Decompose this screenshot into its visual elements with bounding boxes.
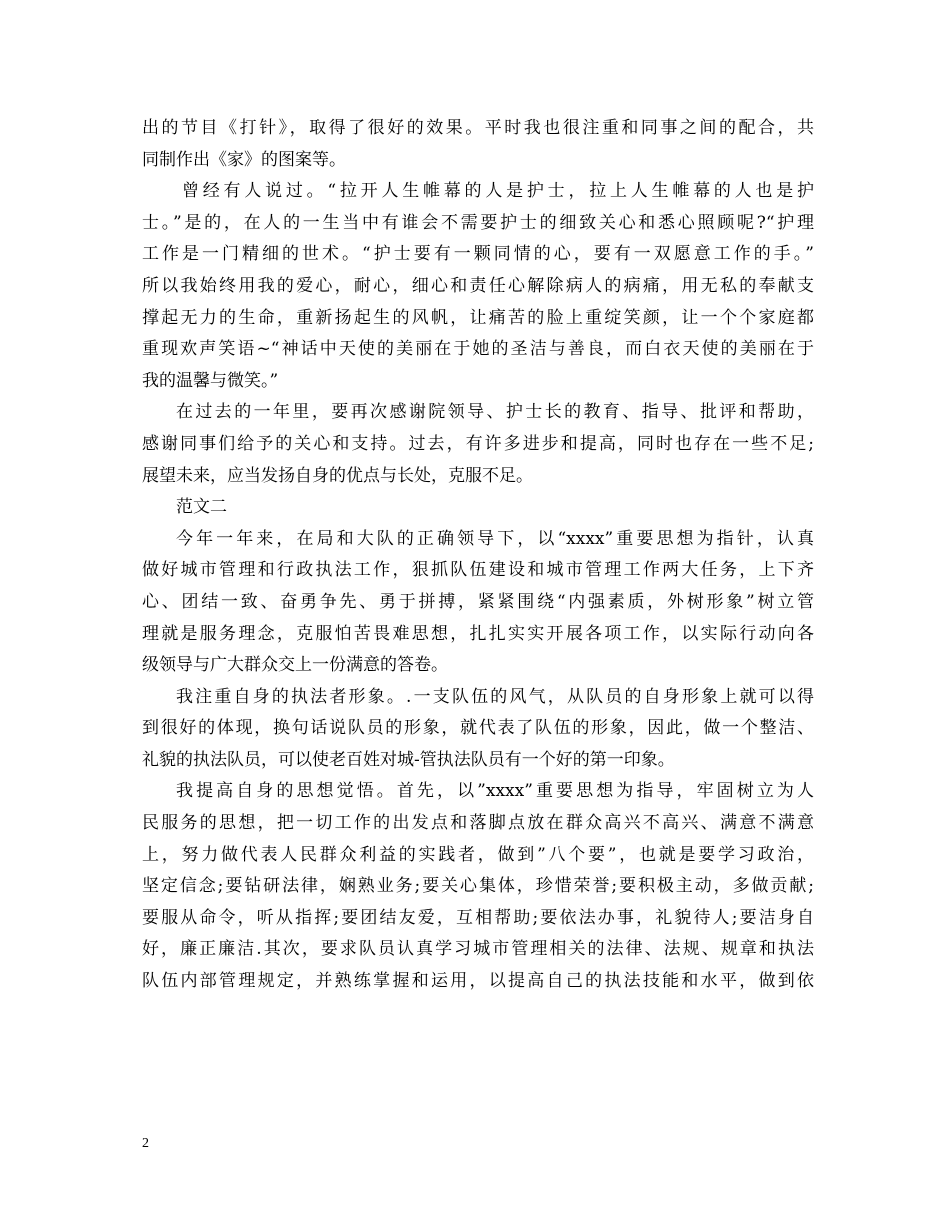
paragraph-continuation bbox=[142, 113, 814, 176]
paragraph-image bbox=[142, 682, 814, 777]
text-line: 撑起无力的生命，重新扬起生的风帆，让痛苦的脸上重绽笑颜，让一个个家庭都 bbox=[142, 307, 814, 328]
text-line: 在过去的一年里，要再次感谢院领导、护士长的教育、指导、批评和帮助， bbox=[176, 402, 814, 423]
text-line: 我的温馨与微笑。” bbox=[142, 370, 279, 391]
section-heading bbox=[142, 492, 814, 524]
text-line: 理就是服务理念，克服怕苦畏难思想，扎扎实实开展各项工作，以实际行动向各 bbox=[142, 623, 814, 644]
paragraph-awareness bbox=[142, 776, 814, 997]
text-line: 我提高自身的思想觉悟。首先，以”xxxx”重要思想为指导，牢固树立为人 bbox=[176, 781, 814, 802]
text-line: 心、团结一致、奋勇争先、勇于拼搏，紧紧围绕“内强素质，外树形象”树立管 bbox=[142, 591, 814, 612]
text-line: 展望未来，应当发扬自身的优点与长处，克服不足。 bbox=[142, 465, 533, 486]
text-line: 到很好的体现，换句话说队员的形象，就代表了队伍的形象，因此，做一个整洁、 bbox=[142, 718, 814, 739]
paragraph-year-summary bbox=[142, 524, 814, 682]
text-line: 级领导与广大群众交上一份满意的答卷。 bbox=[142, 655, 448, 676]
paragraph-thanks bbox=[142, 397, 814, 492]
text-line: 工作是一门精细的世术。“护士要有一颗同情的心，要有一双愿意工作的手。” bbox=[142, 244, 814, 265]
text-line: 士。”是的，在人的一生当中有谁会不需要护士的细致关心和悉心照顾呢?“护理 bbox=[142, 212, 814, 233]
text-line: 重现欢声笑语~“神话中天使的美丽在于她的圣洁与善良，而白衣天使的美丽在于 bbox=[142, 339, 814, 360]
text-line: 所以我始终用我的爱心，耐心，细心和责任心解除病人的病痛，用无私的奉献支 bbox=[142, 275, 814, 296]
text-line: 上，努力做代表人民群众利益的实践者，做到”八个要”，也就是要学习政治， bbox=[142, 844, 814, 865]
text-line: 要服从命令，听从指挥;要团结友爱，互相帮助;要依法办事，礼貌待人;要洁身自 bbox=[142, 907, 814, 928]
text-line: 今年一年来，在局和大队的正确领导下，以“xxxx”重要思想为指针，认真 bbox=[176, 528, 814, 549]
text-line: 坚定信念;要钻研法律，娴熟业务;要关心集体，珍惜荣誉;要积极主动，多做贡献; bbox=[142, 876, 814, 897]
text-line: 出的节目《打针》，取得了很好的效果。平时我也很注重和同事之间的配合，共 bbox=[142, 118, 814, 138]
paragraph-nurse-quote bbox=[142, 176, 814, 397]
text-line: 我注重自身的执法者形象。.一支队伍的风气，从队员的自身形象上就可以得 bbox=[176, 686, 814, 707]
text-line: 感谢同事们给予的关心和支持。过去，有许多进步和提高，同时也存在一些不足; bbox=[142, 433, 814, 454]
text-line: 同制作出《家》的图案等。 bbox=[142, 149, 346, 170]
text-line: 礼貌的执法队员，可以使老百姓对城-管执法队员有一个好的第一印象。 bbox=[142, 749, 675, 770]
text-line: 做好城市管理和行政执法工作，狠抓队伍建设和城市管理工作两大任务，上下齐 bbox=[142, 560, 814, 581]
text-line: 队伍内部管理规定，并熟练掌握和运用，以提高自己的执法技能和水平，做到依 bbox=[142, 971, 814, 992]
text-line: 曾经有人说过。“拉开人生帷幕的人是护士，拉上人生帷幕的人也是护 bbox=[182, 181, 814, 202]
text-line: 好，廉正廉洁.其次，要求队员认真学习城市管理相关的法律、法规、规章和执法 bbox=[142, 939, 814, 960]
text-line: 民服务的思想，把一切工作的出发点和落脚点放在群众高兴不高兴、满意不满意 bbox=[142, 813, 814, 834]
page-number: 2 bbox=[142, 1136, 149, 1151]
document-body bbox=[142, 113, 814, 998]
section-heading-text: 范文二 bbox=[176, 497, 227, 518]
